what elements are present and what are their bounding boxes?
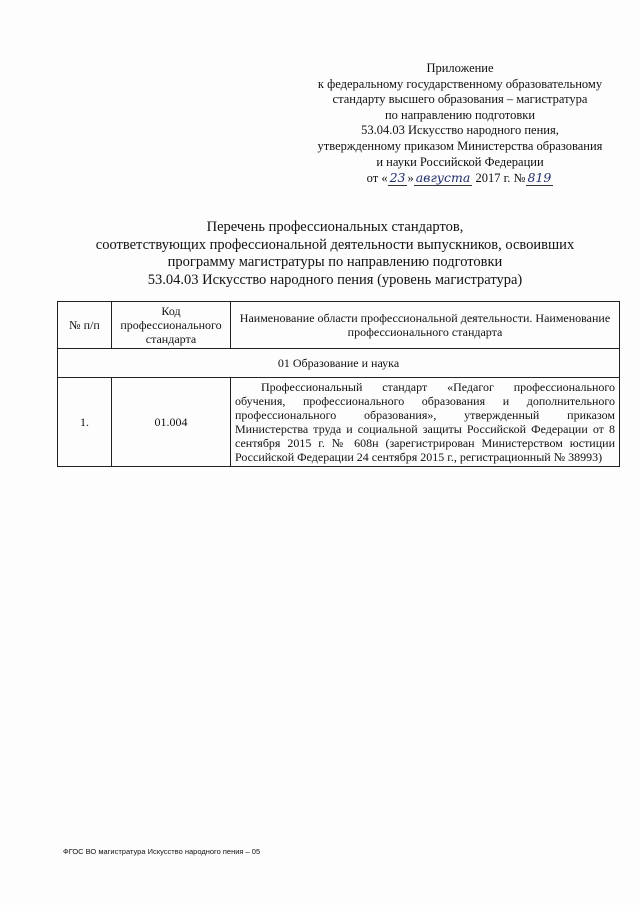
date-year: 2017 г. № xyxy=(475,171,526,186)
appendix-line: по направлению подготовки xyxy=(384,107,536,122)
title-line: соответствующих профессиональной деятельности выпускников, освоивших xyxy=(95,236,575,253)
date-prefix: от « xyxy=(366,171,388,186)
section-row xyxy=(58,349,620,378)
section-title: 01 Образование и наука xyxy=(58,349,620,378)
table-row xyxy=(58,378,620,467)
appendix-line: 53.04.03 Искусство народного пения, xyxy=(361,123,559,138)
appendix-date-line xyxy=(300,170,620,187)
title-line: Перечень профессиональных стандартов, xyxy=(206,219,464,235)
order-number: 819 xyxy=(527,170,552,186)
table-header-row xyxy=(58,302,620,349)
appendix-line: к федеральному государственному образовательному xyxy=(317,76,603,91)
date-day: 23 xyxy=(389,170,406,186)
appendix-header xyxy=(300,61,620,187)
header-code: Код профессионального стандарта xyxy=(112,302,231,349)
appendix-line: и науки Российской Федерации xyxy=(376,154,544,169)
date-separator: » xyxy=(407,171,414,186)
title-line: 53.04.03 Искусство народного пения (уровень магистратура) xyxy=(147,271,523,288)
appendix-line: стандарту высшего образования – магистратура xyxy=(332,92,588,107)
row-code: 01.004 xyxy=(112,378,231,467)
date-month: августа xyxy=(415,170,471,186)
page-footer: ФГОС ВО магистратура Искусство народного пения – 05 xyxy=(63,847,261,856)
header-number: № п/п xyxy=(58,302,112,349)
row-name: Профессиональный стандарт «Педагог профессионального обучения, профессионального образования и дополнительного профессионального образования», утвержденный приказом Министерства труда и социальной защиты Российской Федерации от 8 сентября 2015 г. № 608н (зарегистрирован Министерством юстиции Российской Федерации 24 сентября 2015 г., регистрационный № 38993) xyxy=(231,378,620,467)
appendix-line: Приложение xyxy=(426,61,494,75)
standards-table xyxy=(57,301,620,467)
appendix-line: утвержденному приказом Министерства образования xyxy=(317,138,603,153)
row-number: 1. xyxy=(58,378,112,467)
document-title xyxy=(40,219,630,289)
title-line: программу магистратуры по направлению подготовки xyxy=(167,254,503,270)
header-name: Наименование области профессиональной деятельности. Наименование профессионального стандарта xyxy=(231,302,620,349)
